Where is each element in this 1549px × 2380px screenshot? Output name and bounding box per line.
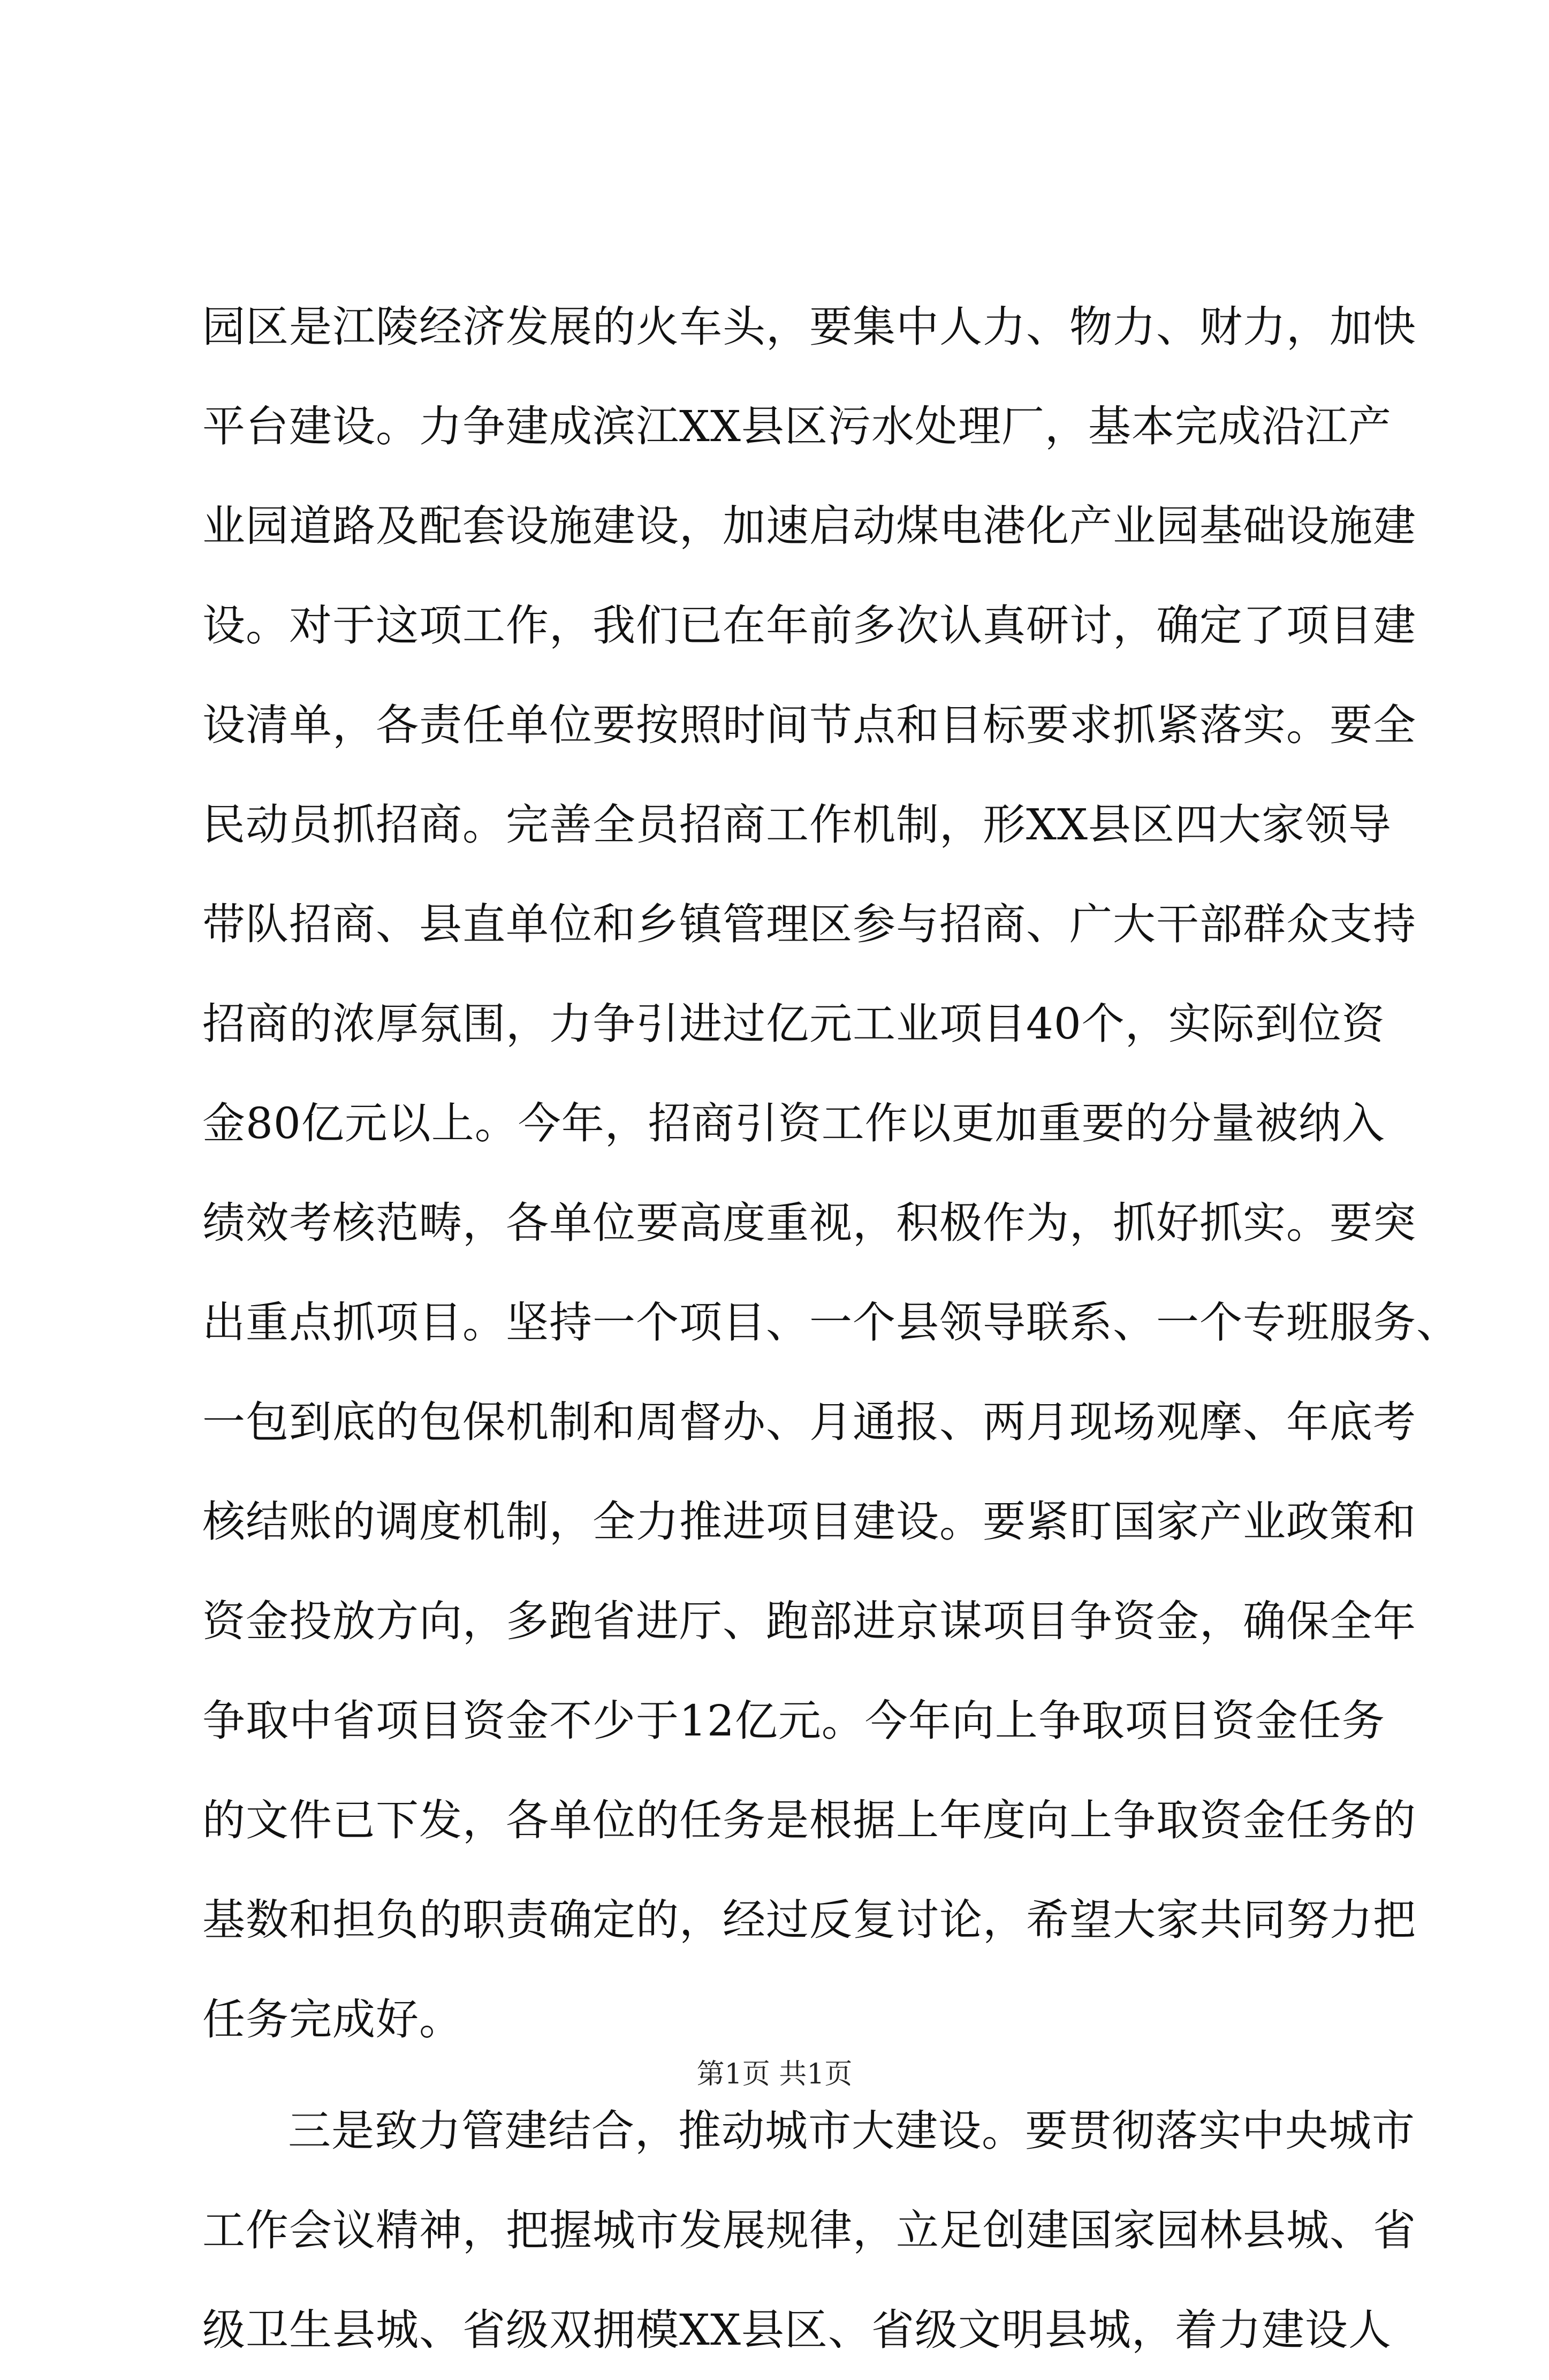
text-line: 基数和担负的职责确定的，经过反复讨论，希望大家共同努力把 xyxy=(202,1895,1416,1945)
paragraph xyxy=(202,2081,1416,2380)
text-line: 设。对于这项工作，我们已在年前多次认真研讨，确定了项目建 xyxy=(202,601,1416,650)
text-line: 设清单，各责任单位要按照时间节点和目标要求抓紧落实。要全 xyxy=(202,700,1416,750)
text-line: 一包到底的包保机制和周督办、月通报、两月现场观摩、年底考 xyxy=(202,1397,1416,1447)
page-number-label: 第1页 共1页 xyxy=(696,2058,853,2090)
text-line: 带队招商、县直单位和乡镇管理区参与招商、广大干部群众支持 xyxy=(202,899,1416,949)
text-line: 资金投放方向，多跑省进厅、跑部进京谋项目争资金，确保全年 xyxy=(202,1596,1416,1646)
text-line: 级卫生县城、省级双拥模XX县区、省级文明县城，着力建设人 xyxy=(202,2305,1392,2355)
text-line: 的文件已下发，各单位的任务是根据上年度向上争取资金任务的 xyxy=(202,1795,1416,1845)
page-footer xyxy=(0,2056,1549,2093)
paragraph xyxy=(202,277,1460,2070)
text-line: 绩效考核范畴，各单位要高度重视，积极作为，抓好抓实。要突 xyxy=(202,1198,1416,1248)
text-line: 业园道路及配套设施建设，加速启动煤电港化产业园基础设施建 xyxy=(202,501,1416,551)
text-line: 三是致力管建结合，推动城市大建设。要贯彻落实中央城市 xyxy=(288,2106,1415,2156)
text-line: 核结账的调度机制，全力推进项目建设。要紧盯国家产业政策和 xyxy=(202,1497,1416,1547)
text-line: 园区是江陵经济发展的火车头，要集中人力、物力、财力，加快 xyxy=(202,302,1416,352)
text-line: 金80亿元以上。今年，招商引资工作以更加重要的分量被纳入 xyxy=(202,1098,1385,1148)
text-line: 招商的浓厚氛围，力争引进过亿元工业项目40个，实际到位资 xyxy=(202,999,1385,1049)
text-line: 出重点抓项目。坚持一个项目、一个县领导联系、一个专班服务、 xyxy=(202,1298,1460,1347)
text-line: 工作会议精神，把握城市发展规律，立足创建国家园林县城、省 xyxy=(202,2205,1416,2255)
text-line: 民动员抓招商。完善全员招商工作机制，形XX县区四大家领导 xyxy=(202,800,1392,850)
text-line: 任务完成好。 xyxy=(202,1995,462,2044)
text-line: 争取中省项目资金不少于12亿元。今年向上争取项目资金任务 xyxy=(202,1696,1385,1746)
text-line: 平台建设。力争建成滨江XX县区污水处理厂，基本完成沿江产 xyxy=(202,401,1392,451)
